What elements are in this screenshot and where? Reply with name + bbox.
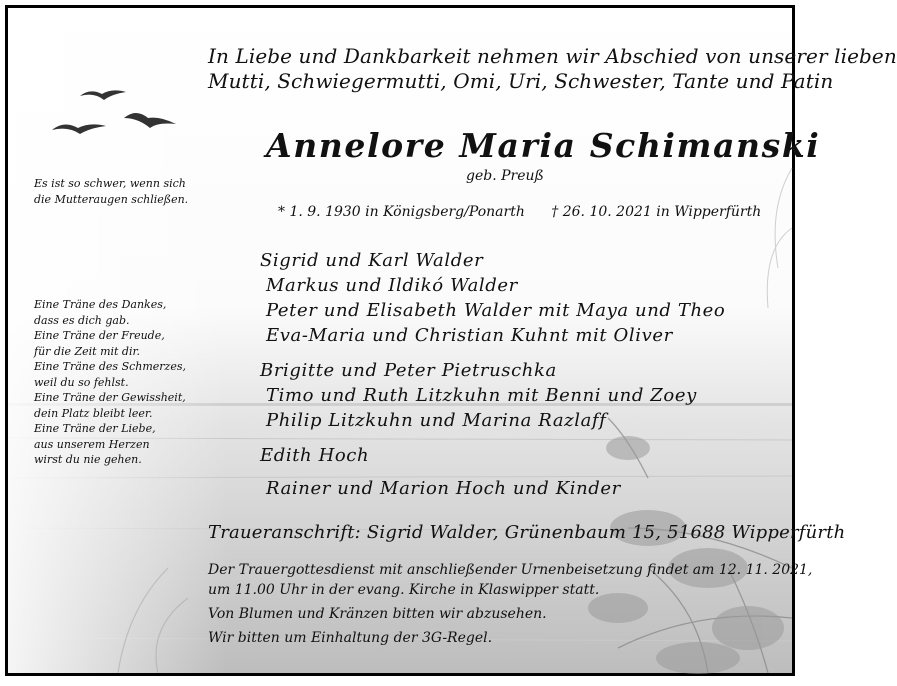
poem-tears xyxy=(34,297,186,468)
poem-line: Eine Träne der Gewissheit, xyxy=(34,391,186,404)
poem-line: dass es dich gab. xyxy=(34,313,130,327)
poem-line: Eine Träne des Dankes, xyxy=(34,298,167,311)
poem-line: Es ist so schwer, wenn sich xyxy=(34,177,186,190)
intro-line: In Liebe und Dankbarkeit nehmen wir Abschied von unserer lieben xyxy=(208,44,897,68)
mourner-entry: Timo und Ruth Litzkuhn mit Benni und Zoey xyxy=(266,385,697,406)
poem-line: Eine Träne des Schmerzes, xyxy=(34,360,187,373)
intro-text xyxy=(208,44,897,94)
mourner-group xyxy=(260,358,725,433)
obituary-card xyxy=(5,5,897,676)
poem-line: Eine Träne der Freude, xyxy=(34,329,165,342)
death-date: † 26. 10. 2021 in Wipperfürth xyxy=(551,204,762,220)
mourner-entry: Philip Litzkuhn und Marina Razlaff xyxy=(266,410,607,431)
note-line: um 11.00 Uhr in der evang. Kirche in Klaswipper statt. xyxy=(208,582,600,598)
mourner-entry: Rainer und Marion Hoch und Kinder xyxy=(266,478,621,499)
intro-line: Mutti, Schwiegermutti, Omi, Uri, Schwester, Tante und Patin xyxy=(208,69,834,93)
mourner-entry: Peter und Elisabeth Walder mit Maya und Theo xyxy=(266,300,726,321)
mourner-group-head: Sigrid und Karl Walder xyxy=(260,250,484,271)
mourner-group-head: Edith Hoch xyxy=(260,445,370,466)
mourner-group-head: Brigitte und Peter Pietruschka xyxy=(260,360,557,381)
poem-line: für die Zeit mit dir. xyxy=(34,344,141,358)
mourning-address: Traueranschrift: Sigrid Walder, Grünenbaum 15, 51688 Wipperfürth xyxy=(208,522,846,543)
poem-line: dein Platz bleibt leer. xyxy=(34,406,153,420)
mourner-group xyxy=(260,248,725,348)
poem-line: weil du so fehlst. xyxy=(34,375,129,389)
poem-line: Eine Träne der Liebe, xyxy=(34,422,156,435)
service-notes xyxy=(208,560,812,648)
life-dates xyxy=(278,204,783,220)
mourner-group xyxy=(260,443,725,501)
note-line: Der Trauergottesdienst mit anschließender Urnenbeisetzung findet am 12. 11. 2021, xyxy=(208,562,813,578)
poem-line: aus unserem Herzen xyxy=(34,437,150,451)
birth-date: * 1. 9. 1930 in Königsberg/Ponarth xyxy=(278,204,525,220)
mourner-entry: Markus und Ildikó Walder xyxy=(266,275,518,296)
poem-line: wirst du nie gehen. xyxy=(34,453,142,466)
note-line: Wir bitten um Einhaltung der 3G-Regel. xyxy=(208,630,493,646)
poem-top xyxy=(34,176,188,207)
note-line: Von Blumen und Kränzen bitten wir abzusehen. xyxy=(208,606,547,622)
birth-name: geb. Preuß xyxy=(466,168,544,184)
mourners-list xyxy=(260,248,725,511)
deceased-name: Annelore Maria Schimanski xyxy=(266,126,821,165)
mourner-entry: Eva-Maria und Christian Kuhnt mit Oliver xyxy=(266,325,673,346)
poem-line: die Mutteraugen schließen. xyxy=(34,192,189,206)
